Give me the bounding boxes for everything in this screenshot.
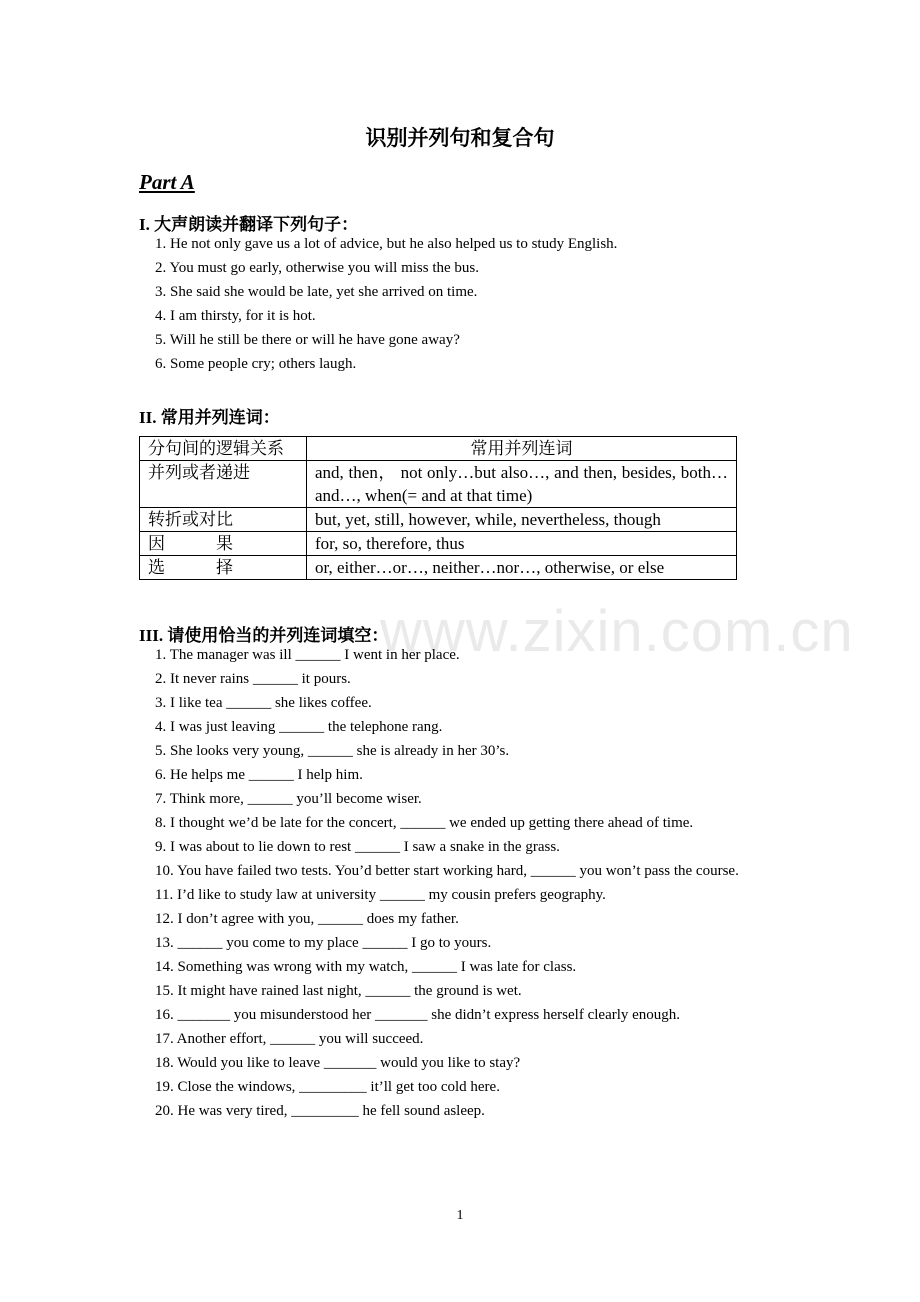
table-cell-conjunctions: for, so, therefore, thus xyxy=(307,532,737,556)
list-item: 17. Another effort, ______ you will succeed. xyxy=(155,1031,424,1047)
section-1-heading: I. 大声朗读并翻译下列句子： xyxy=(139,215,359,234)
list-item: 6. Some people cry; others laugh. xyxy=(155,356,357,372)
list-item: 5. She looks very young, ______ she is already in her 30’s. xyxy=(155,743,510,759)
table-header-relation: 分句间的逻辑关系 xyxy=(140,437,307,461)
watermark: www.zixin.com.cn xyxy=(380,599,854,664)
table-cell-relation: 因 果 xyxy=(140,532,307,556)
section-1-list xyxy=(155,232,785,376)
table-cell-conjunctions: or, either…or…, neither…nor…, otherwise, or else xyxy=(307,556,737,580)
table-cell-conjunctions: and, then， not only…but also…, and then, besides, both…and…, when(= and at that time) xyxy=(307,461,737,508)
list-item: 8. I thought we’d be late for the concert, ______ we ended up getting there ahead of time. xyxy=(155,815,694,831)
table-cell-conjunctions: but, yet, still, however, while, nevertheless, though xyxy=(307,508,737,532)
section-3-heading: III. 请使用恰当的并列连词填空： xyxy=(139,626,389,645)
page-number: 1 xyxy=(456,1208,464,1223)
list-item: 13. ______ you come to my place ______ I go to yours. xyxy=(155,935,492,951)
section-3-list xyxy=(155,643,785,1123)
conjunction-table xyxy=(139,436,737,580)
part-label: Part A xyxy=(139,170,195,194)
list-item: 4. I was just leaving ______ the telephone rang. xyxy=(155,719,443,735)
document-title: 识别并列句和复合句 xyxy=(365,126,555,150)
list-item: 1. He not only gave us a lot of advice, but he also helped us to study English. xyxy=(155,236,618,252)
table-row xyxy=(140,556,737,580)
list-item: 6. He helps me ______ I help him. xyxy=(155,767,363,783)
table-row xyxy=(140,461,737,508)
list-item: 7. Think more, ______ you’ll become wiser. xyxy=(155,791,422,807)
list-item: 15. It might have rained last night, ______ the ground is wet. xyxy=(155,983,522,999)
list-item: 5. Will he still be there or will he have gone away? xyxy=(155,332,460,348)
section-2-heading: II. 常用并列连词： xyxy=(139,408,280,427)
list-item: 19. Close the windows, _________ it’ll get too cold here. xyxy=(155,1079,500,1095)
list-item: 3. I like tea ______ she likes coffee. xyxy=(155,695,372,711)
table-header-conjunctions: 常用并列连词 xyxy=(307,437,737,461)
list-item: 10. You have failed two tests. You’d better start working hard, ______ you won’t pass the course. xyxy=(155,863,739,879)
list-item: 1. The manager was ill ______ I went in her place. xyxy=(155,647,460,663)
list-item: 18. Would you like to leave _______ would you like to stay? xyxy=(155,1055,521,1071)
list-item: 2. It never rains ______ it pours. xyxy=(155,671,351,687)
list-item: 2. You must go early, otherwise you will miss the bus. xyxy=(155,260,480,276)
table-cell-relation: 并列或者递进 xyxy=(140,461,307,508)
table-cell-relation: 选 择 xyxy=(140,556,307,580)
table-row xyxy=(140,508,737,532)
list-item: 16. _______ you misunderstood her _______ she didn’t express herself clearly enough. xyxy=(155,1007,681,1023)
table-row xyxy=(140,532,737,556)
list-item: 20. He was very tired, _________ he fell sound asleep. xyxy=(155,1103,485,1119)
list-item: 9. I was about to lie down to rest ______ I saw a snake in the grass. xyxy=(155,839,560,855)
list-item: 3. She said she would be late, yet she arrived on time. xyxy=(155,284,478,300)
list-item: 14. Something was wrong with my watch, ______ I was late for class. xyxy=(155,959,577,975)
list-item: 11. I’d like to study law at university ______ my cousin prefers geography. xyxy=(155,887,606,903)
list-item: 12. I don’t agree with you, ______ does my father. xyxy=(155,911,459,927)
table-cell-relation: 转折或对比 xyxy=(140,508,307,532)
table-header-row xyxy=(140,437,737,461)
list-item: 4. I am thirsty, for it is hot. xyxy=(155,308,316,324)
